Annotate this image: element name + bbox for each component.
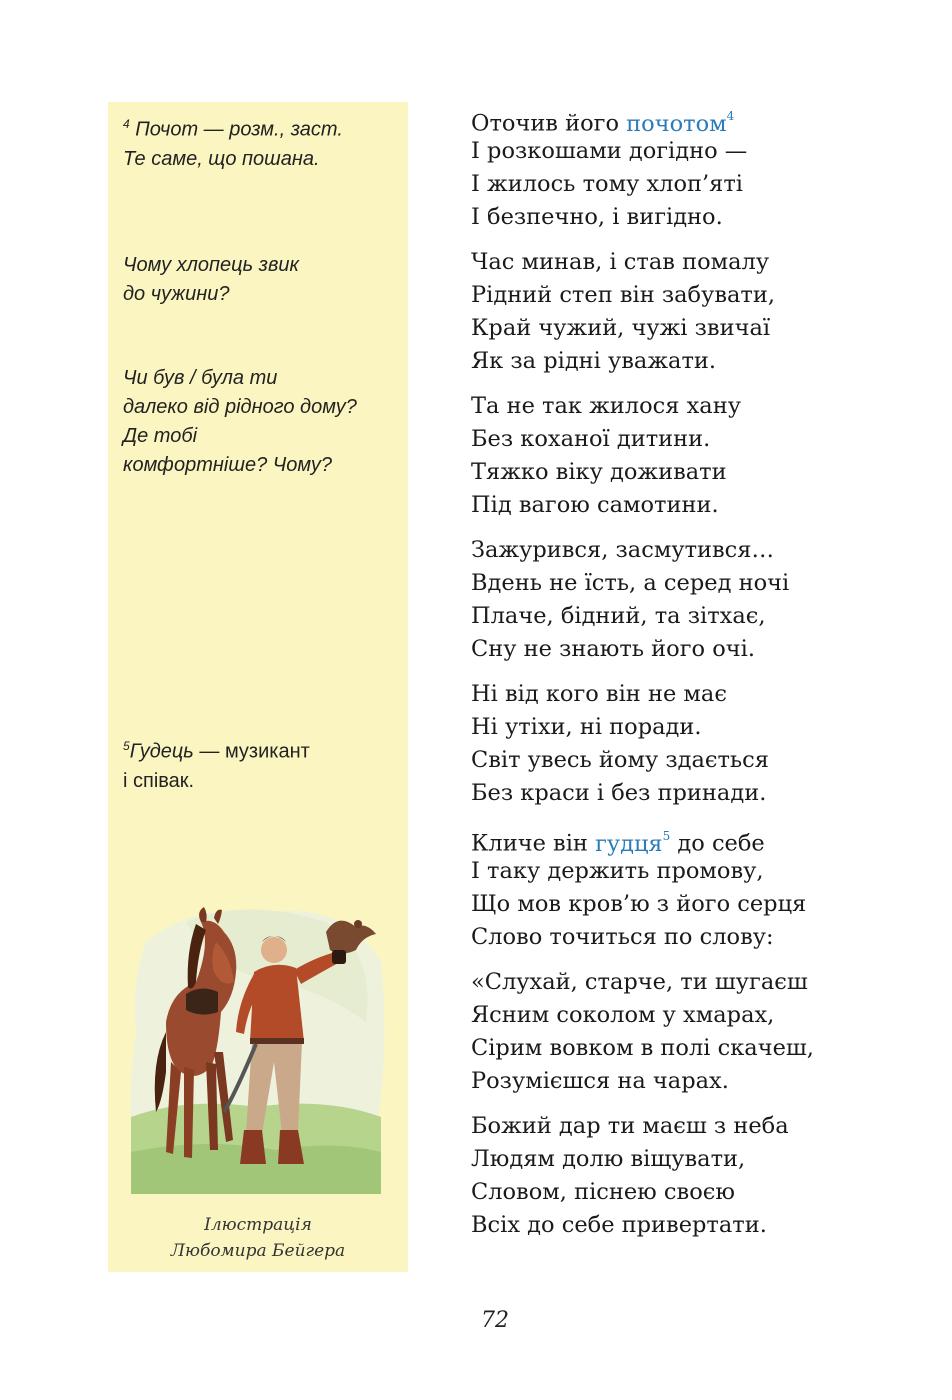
line-text: Оточив його — [471, 110, 627, 137]
poem-line — [471, 102, 931, 135]
stanza — [471, 390, 931, 522]
question-line: до чужини? — [123, 283, 230, 305]
poem-line: Сірим вовком в полі скачеш, — [471, 1035, 814, 1061]
poem-line: Та не так жилося хану — [471, 393, 741, 419]
poem-line: Край чужий, чужі звичаї — [471, 315, 771, 341]
poem-line: І безпечно, і вигідно. — [471, 204, 723, 230]
illustration-horse-and-falconer — [126, 902, 390, 1202]
footnote-text-line2: Те саме, що пошана. — [123, 147, 320, 170]
poem-line — [471, 822, 931, 855]
question-line: Чи був / була ти — [123, 367, 278, 389]
poem-line: Людям долю віщувати, — [471, 1146, 746, 1172]
footnote-number: 4 — [123, 117, 130, 131]
margin-sidebar — [108, 102, 408, 1272]
footnote-number: 5 — [123, 739, 130, 753]
poem-line: І жилось тому хлоп’яті — [471, 171, 743, 197]
poem-line: Плаче, бідний, та зітхає, — [471, 603, 766, 629]
footnote-definition: — музикант — [193, 740, 310, 763]
poem-line: Без краси і без принади. — [471, 780, 767, 806]
poem-text — [471, 102, 931, 1254]
footnote-term: Гудець — [129, 740, 194, 763]
footnote-5 — [123, 732, 398, 796]
question-line: комфортніше? Чому? — [123, 454, 332, 476]
stanza — [471, 678, 931, 810]
illustration-credit — [108, 1212, 408, 1264]
term-text: гудця — [595, 830, 663, 857]
poem-line: Світ увесь йому здається — [471, 747, 769, 773]
poem-line: Вдень не їсть, а серед ночі — [471, 570, 790, 596]
question-line: Де тобі — [123, 425, 198, 447]
poem-line: Без коханої дитини. — [471, 426, 711, 452]
stanza — [471, 822, 931, 954]
poem-line: Як за рідні уважати. — [471, 348, 717, 374]
poem-line: Під вагою самотини. — [471, 492, 719, 518]
stanza — [471, 966, 931, 1098]
footnote-4 — [123, 110, 398, 174]
line-text: до себе — [670, 830, 765, 857]
poem-line: І таку держить промову, — [471, 858, 764, 884]
glossary-term[interactable] — [626, 111, 734, 137]
poem-line: Божий дар ти маєш з неба — [471, 1113, 789, 1139]
poem-line: Рідний степ він забувати, — [471, 282, 776, 308]
line-text: Кличе він — [471, 830, 596, 857]
poem-line: Що мов кров’ю з його серця — [471, 891, 807, 917]
poem-line: Ні утіхи, ні поради. — [471, 714, 702, 740]
glossary-term[interactable] — [595, 831, 670, 857]
poem-line: Тяжко віку доживати — [471, 459, 727, 485]
stanza — [471, 534, 931, 666]
question-line: далеко від рідного дому? — [123, 396, 357, 418]
stanza — [471, 246, 931, 378]
poem-line: Словом, піснею своєю — [471, 1179, 735, 1205]
poem-line: Сну не знають його очі. — [471, 636, 755, 662]
poem-line: Слово точиться по слову: — [471, 924, 774, 950]
credit-line: Ілюстрація — [204, 1215, 312, 1235]
poem-line: І розкошами догідно — — [471, 138, 748, 164]
page-number: 72 — [481, 1308, 509, 1333]
poem-line: Ясним соколом у хмарах, — [471, 1002, 775, 1028]
poem-line: Всіх до себе привертати. — [471, 1212, 767, 1238]
stanza — [471, 1110, 931, 1242]
footnote-ref: 5 — [662, 829, 671, 843]
credit-line: Любомира Бейгера — [170, 1241, 346, 1261]
poem-line: Ні від кого він не має — [471, 681, 727, 707]
footnote-text: Почот — розм., заст. — [135, 118, 343, 141]
question-2 — [123, 364, 398, 480]
footnote-ref: 4 — [726, 109, 735, 123]
term-text: почотом — [626, 110, 727, 137]
poem-line: Розумієшся на чарах. — [471, 1068, 729, 1094]
poem-line: Час минав, і став помалу — [471, 249, 770, 275]
question-1 — [123, 251, 398, 309]
poem-line: «Слухай, старче, ти шугаєш — [471, 969, 808, 995]
question-line: Чому хлопець звик — [123, 254, 299, 276]
poem-line: Зажурився, засмутився… — [471, 537, 774, 563]
footnote-definition-line2: і співак. — [123, 769, 195, 792]
stanza — [471, 102, 931, 234]
